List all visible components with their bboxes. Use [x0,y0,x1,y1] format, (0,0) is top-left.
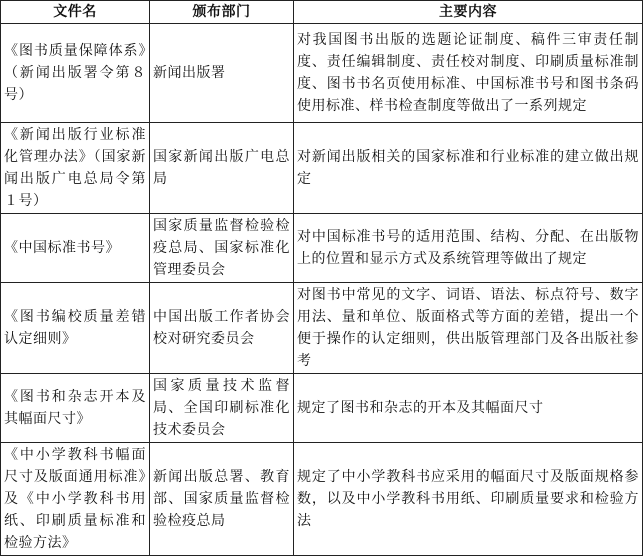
header-row [1,1,643,24]
cell-department: 新闻出版署 [150,24,294,123]
cell-content: 对新闻出版相关的国家标准和行业标准的建立做出规定 [294,123,643,214]
cell-content: 规定了图书和杂志的开本及其幅面尺寸 [294,374,643,443]
cell-department: 国家质量技术监督局、全国印刷标准化技术委员会 [150,374,294,443]
cell-file-name: 《图书编校质量差错认定细则》 [1,283,150,374]
cell-department: 国家质量监督检验检疫总局、国家标准化管理委员会 [150,214,294,283]
table-row [1,443,643,556]
cell-content: 对图书中常见的文字、词语、语法、标点符号、数字用法、量和单位、版面格式等方面的差错，提出一个便于操作的认定细则，供出版管理部门及各出版社参考 [294,283,643,374]
cell-content: 对我国图书出版的选题论证制度、稿件三审责任制度、责任编辑制度、责任校对制度、印刷质量标准制度、图书书名页使用标准、中国标准书号和图书条码使用标准、样书检查制度等做出了一系列规定 [294,24,643,123]
cell-file-name: 《图书和杂志开本及其幅面尺寸》 [1,374,150,443]
cell-content: 规定了中小学教科书应采用的幅面尺寸及版面规格参数，以及中小学教科书用纸、印刷质量要求和检验方法 [294,443,643,556]
table-row [1,214,643,283]
cell-file-name: 《中国标准书号》 [1,214,150,283]
cell-department: 国家新闻出版广电总局 [150,123,294,214]
table-row [1,123,643,214]
header-file-name: 文件名 [1,1,150,24]
header-issuing-department: 颁布部门 [150,1,294,24]
table-row [1,374,643,443]
cell-file-name: 《中小学教科书幅面尺寸及版面通用标准》及《中小学教科书用纸、印刷质量标准和检验方法》 [1,443,150,556]
cell-file-name: 《图书质量保障体系》（新闻出版署令第８号） [1,24,150,123]
header-main-content: 主要内容 [294,1,643,24]
cell-content: 对中国标准书号的适用范围、结构、分配、在出版物上的位置和显示方式及系统管理等做出了规定 [294,214,643,283]
cell-file-name: 《新闻出版行业标准化管理办法》（国家新闻出版广电总局令第１号） [1,123,150,214]
cell-department: 中国出版工作者协会校对研究委员会 [150,283,294,374]
table-row [1,283,643,374]
cell-department: 新闻出版总署、教育部、国家质量监督检验检疫总局 [150,443,294,556]
table-row [1,24,643,123]
